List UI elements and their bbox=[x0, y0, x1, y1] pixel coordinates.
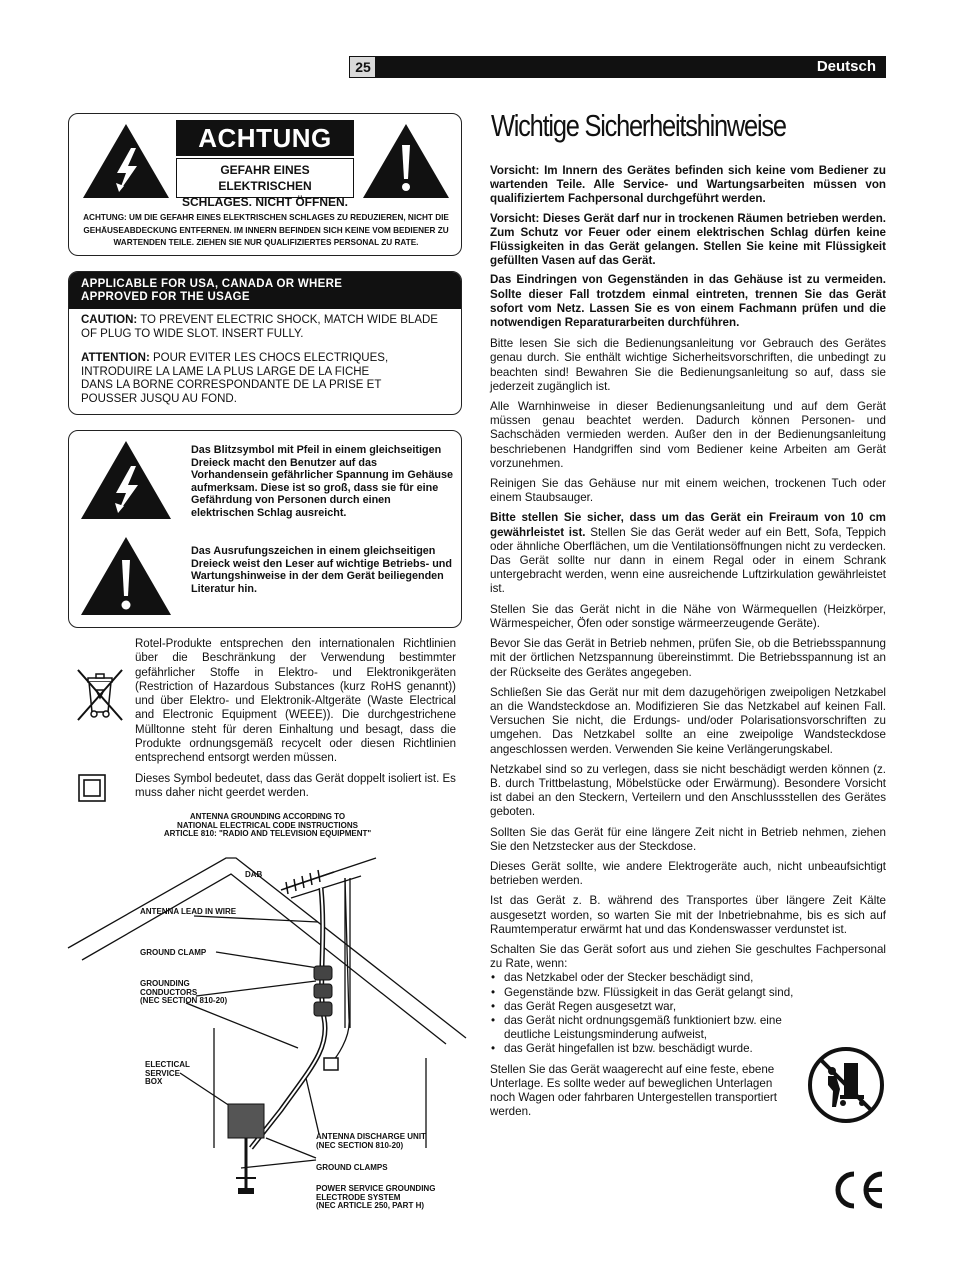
ground-clamp-label: GROUND CLAMP bbox=[140, 948, 207, 957]
achtung-subtitle-line: SCHLAGES. NICHT ÖFFNEN. bbox=[181, 195, 348, 209]
attention-line: INTRODUIRE LA LAME LA PLUS LARGE DE LA FICHE bbox=[81, 365, 370, 378]
lightning-warning-icon bbox=[80, 121, 172, 201]
double-insulation-icon bbox=[78, 774, 106, 802]
achtung-title: ACHTUNG bbox=[176, 120, 354, 156]
achtung-subtitle-line: GEFAHR EINES ELEKTRISCHEN bbox=[218, 163, 312, 193]
attention-line: POUSSER JUSQU AU FOND. bbox=[81, 392, 237, 405]
usa-heading-line: APPLICABLE FOR USA, CANADA OR WHERE bbox=[81, 278, 343, 290]
achtung-body-line: WARTENDEN TEILE. ZIEHEN SIE NUR QUALIFIZIERTES PERSONAL ZU RATE. bbox=[113, 238, 419, 247]
attention-text bbox=[81, 352, 456, 406]
antenna-title-line: ARTICLE 810: "RADIO AND TELEVISION EQUIPMENT" bbox=[163, 829, 372, 838]
bullet-list bbox=[490, 971, 804, 1056]
ce-mark-icon bbox=[832, 1170, 888, 1210]
list-item: • Gegenstände bzw. Flüssigkeit in das Gerät gelangt sind, bbox=[504, 986, 804, 1000]
service-line: ELECTICAL bbox=[145, 1060, 190, 1069]
exclamation-symbol-icon bbox=[78, 534, 174, 618]
paragraph bbox=[490, 511, 886, 596]
paragraph: Vorsicht: Im Innern des Gerätes befinden sich keine vom Bediener zu wartenden Teile. Alle Service- und Wartungsarbeiten müssen von qualifiziertem Fachpersonal durchgeführt werden. bbox=[490, 164, 886, 206]
attention-label: ATTENTION: bbox=[81, 352, 150, 364]
electrode-line: ELECTRODE SYSTEM bbox=[316, 1192, 401, 1202]
discharge-line: ANTENNA DISCHARGE UNIT bbox=[316, 1132, 426, 1141]
service-line: SERVICE bbox=[145, 1068, 180, 1078]
antenna-grounding-diagram bbox=[66, 848, 486, 1208]
dab-label: DAB bbox=[245, 870, 263, 879]
weee-text: Rotel-Produkte entsprechen den internationalen Richtlinien über die Beschränkung der Verwendung bestimmter gefährlicher Stoffe in Elektro- und Elektronikgeräten (Restriction of Hazardous Substances (kurz RoHS genannt)) und über Elektro- und Elektronik-Altgeräte (Waste Electrical and Electronic Equipment (WEEE)). Die durchgestrichene Mülltonne steht für deren Einhaltung und besagt, dass die Produkte ordnungsgemäß recycelt oder diesen Richtlinien entsprechend entsorgt werden müssen. bbox=[135, 638, 456, 765]
usa-box-heading bbox=[69, 272, 461, 309]
caution-text bbox=[81, 314, 456, 341]
attention-line: POUR EVITER LES CHOCS ELECTRIQUES, bbox=[149, 352, 389, 364]
antenna-title-line: ANTENNA GROUNDING ACCORDING TO bbox=[189, 812, 346, 821]
paragraph: Alle Warnhinweise in dieser Bedienungsanleitung und auf dem Gerät müssen genau beachtet werden. Dadurch können Personen- und Sachschäden vermieden werden. Außer den in der Bedienungsanleitung beschriebenen Handgriffen sind vom Bediener keine Arbeiten am Gerät vorzunehmen. bbox=[490, 400, 886, 470]
lightning-symbol-text: Das Blitzsymbol mit Pfeil in einem gleichseitigen Dreieck macht den Benutzer auf das Vorhandensein gefährlicher Spannung im Gehäuse aufmerksam. Diese ist so groß, dass sie für eine Gefährdung von Personen durch einen elektrischen Schlag ausreicht. bbox=[191, 444, 453, 519]
double-insulation-text: Dieses Symbol bedeutet, dass das Gerät doppelt isoliert ist. Es muss daher nicht geerdet werden. bbox=[135, 773, 456, 800]
paragraph: Vorsicht: Dieses Gerät darf nur in trockenen Räumen betrieben werden. Zum Schutz vor Feuer oder einem elektrischen Schlag dürfen keine Flüssigkeiten in das Gerät gelangen. Stellen Sie keine mit Flüssigkeit gefüllten Vasen auf das Gerät. bbox=[490, 211, 886, 268]
paragraph-rest: Stellen Sie das Gerät weder auf ein Bett, Sofa, Teppich oder ähnliche Oberflächen, um die Ventilationsöffnungen nicht zu verdecken. Das Gerät sollte nur dann in einem Regal oder in einem Schrank untergebracht werden, wenn eine ausreichende Luftzirkulation gewährleistet ist. bbox=[490, 525, 886, 596]
electrode-line: POWER SERVICE GROUNDING bbox=[316, 1184, 436, 1193]
conductors-line: (NEC SECTION 810-20) bbox=[140, 996, 228, 1005]
achtung-body-line: ACHTUNG: UM DIE GEFAHR EINES ELEKTRISCHEN SCHLAGES ZU REDUZIEREN, NICHT DIE bbox=[83, 213, 449, 222]
service-line: BOX bbox=[145, 1077, 163, 1086]
discharge-unit-label bbox=[316, 1133, 426, 1150]
caution-line: OF PLUG TO WIDE SLOT. INSERT FULLY. bbox=[81, 327, 304, 340]
achtung-body bbox=[78, 212, 454, 250]
caution-label: CAUTION: bbox=[81, 314, 138, 326]
lead-in-wire-label: ANTENNA LEAD IN WIRE bbox=[140, 907, 237, 916]
paragraph-bold-lead: Bitte stellen Sie sicher, dass um das Gerät ein Freiraum von 10 cm gewährleistet ist. bbox=[490, 511, 886, 539]
paragraph: Reinigen Sie das Gehäuse nur mit einem weichen, trockenen Tuch oder einem Staubsauger. bbox=[490, 477, 886, 505]
list-item: • das Gerät hingefallen ist bzw. beschädigt wurde. bbox=[504, 1042, 804, 1056]
electrode-system-label bbox=[316, 1185, 435, 1211]
page-number: 25 bbox=[349, 56, 377, 78]
paragraph: Stellen Sie das Gerät nicht in die Nähe von Wärmequellen (Heizkörper, Wärmespeicher, Öfen oder sonstige wärmeerzeugende Geräte). bbox=[490, 602, 886, 630]
list-item: • das Gerät Regen ausgesetzt war, bbox=[504, 1000, 804, 1014]
conductors-line: CONDUCTORS bbox=[140, 987, 198, 997]
paragraph: Stellen Sie das Gerät waagerecht auf eine feste, ebene Unterlage. Es sollte weder auf beweglichen Unterlagen noch Wagen oder fahrbaren Untergestellen transportiert werden. bbox=[490, 1062, 778, 1119]
ground-clamps-label: GROUND CLAMPS bbox=[316, 1163, 388, 1172]
no-cart-icon bbox=[806, 1045, 886, 1125]
paragraph: Bevor Sie das Gerät in Betrieb nehmen, prüfen Sie, ob die Betriebsspannung mit der örtlichen Netzspannung übereinstimmt. Die Betriebsspannung ist an der Rückseite des Gerätes angegeben. bbox=[490, 637, 886, 679]
exclamation-symbol-text: Das Ausrufungszeichen in einem gleichseitigen Dreieck weist den Leser auf wichtige Betriebs- und Wartungshinweise in der dem Gerät beiliegenden Literatur hin. bbox=[191, 545, 452, 595]
grounding-conductors-label bbox=[140, 980, 227, 1006]
achtung-subtitle bbox=[176, 158, 354, 209]
conductors-line: GROUNDING bbox=[140, 979, 190, 988]
electrode-line: (NEC ARTICLE 250, PART H) bbox=[316, 1201, 425, 1210]
paragraph: Schließen Sie das Gerät nur mit dem dazugehörigen zweipoligen Netzkabel an die Wandsteckdose an. Modifizieren Sie das Netzkabel auf keinen Fall. Versuchen Sie nicht, die Erdungs- und/oder Polarisationsvorschriften zu umgehen. Das Netzkabel sollte an eine zweipolige Wandsteckdose angeschlossen werden. Verwenden Sie keine Verlängerungskabel. bbox=[490, 685, 886, 756]
paragraph: Dieses Gerät sollte, wie andere Elektrogeräte auch, nicht unbeaufsichtigt betrieben werden. bbox=[490, 859, 886, 888]
attention-line: DANS LA BORNE CORRESPONDANTE DE LA PRISE ET bbox=[81, 379, 382, 391]
list-item: • das Netzkabel oder der Stecker beschädigt sind, bbox=[504, 971, 804, 985]
service-box-label bbox=[145, 1061, 190, 1087]
crossed-bin-icon bbox=[74, 668, 126, 722]
list-item: • das Gerät nicht ordnungsgemäß funktioniert bzw. eine deutliche Leistungsminderung aufweist, bbox=[504, 1014, 804, 1042]
discharge-line: (NEC SECTION 810-20) bbox=[316, 1140, 404, 1150]
paragraph: Ist das Gerät z. B. während des Transportes über längere Zeit Kälte ausgesetzt worden, so warten Sie mit der Inbetriebnahme, bis es sich auf Raumtemperatur erwärmt hat und das Kondenswasser verdunstet ist. bbox=[490, 894, 886, 936]
achtung-body-line: GEHÄUSEABDECKUNG ENTFERNEN. IM INNERN BEFINDEN SICH KEINE VOM BEDIENER ZU bbox=[83, 225, 449, 235]
caution-line: TO PREVENT ELECTRIC SHOCK, MATCH WIDE BLADE bbox=[137, 314, 438, 326]
paragraph: Das Eindringen von Gegenständen in das Gehäuse ist zu vermeiden. Sollte dieser Fall trotzdem einmal eintreten, trennen Sie das Gerät sofort vom Netz. Lassen Sie es von einem Fachmann prüfen und die notwendigen Reparaturarbeiten durchführen. bbox=[490, 273, 886, 330]
page-title: Wichtige Sicherheitshinweise bbox=[491, 108, 786, 143]
language-header: Deutsch bbox=[375, 56, 886, 78]
paragraph: Netzkabel sind so zu verlegen, dass sie nicht beschädigt werden können (z. B. durch Trittbelastung, Möbelstücke oder Erwärmung). Besondere Vorsicht ist dabei an den Steckern, Verteilern und den Anschlussstellen des Gerätes geboten. bbox=[490, 762, 886, 819]
paragraph: Bitte lesen Sie sich die Bedienungsanleitung vor Gebrauch des Gerätes genau durch. Sie enthält wichtige Sicherheitsvorschriften, die unbedingt zu beachten sind! Bewahren Sie die Bedienungsanleitung so auf, dass sie jederzeit zugänglich ist. bbox=[490, 337, 886, 393]
paragraph: Schalten Sie das Gerät sofort aus und ziehen Sie geschultes Fachpersonal zu Rate, wenn: bbox=[490, 942, 886, 971]
antenna-title-line: NATIONAL ELECTRICAL CODE INSTRUCTIONS bbox=[177, 820, 358, 830]
usa-heading-line: APPROVED FOR THE USAGE bbox=[81, 291, 250, 303]
exclamation-warning-icon bbox=[360, 121, 452, 201]
safety-text-column bbox=[490, 164, 886, 1119]
lightning-symbol-icon bbox=[78, 438, 174, 522]
antenna-diagram-title bbox=[140, 813, 395, 839]
paragraph: Sollten Sie das Gerät für eine längere Zeit nicht in Betrieb nehmen, ziehen Sie den Netzstecker aus der Steckdose. bbox=[490, 825, 886, 853]
